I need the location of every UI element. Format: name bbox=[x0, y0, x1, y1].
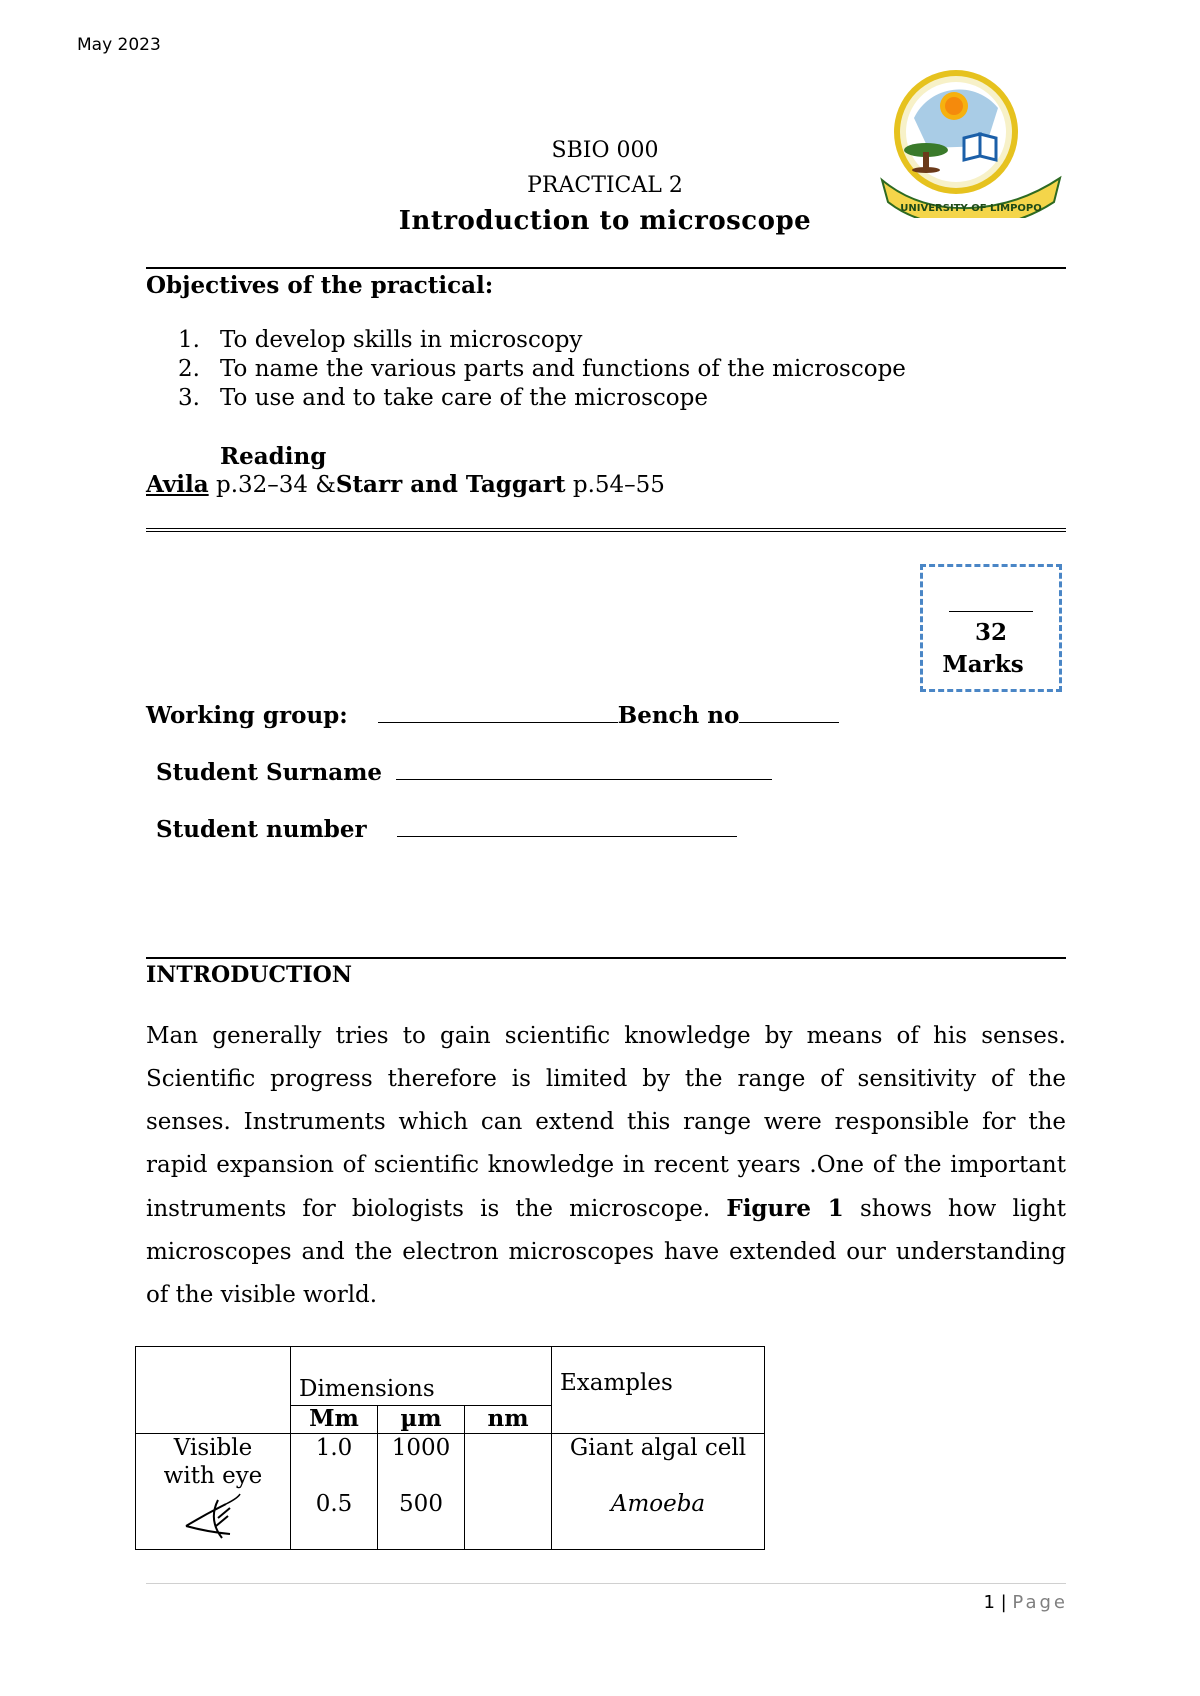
surname-row bbox=[156, 757, 772, 786]
reading-author-2: Starr and Taggart bbox=[335, 471, 566, 498]
dimensions-header: Dimensions bbox=[291, 1347, 552, 1406]
unit-header-nm: nm bbox=[465, 1406, 552, 1434]
working-group-row bbox=[146, 700, 839, 729]
surname-field[interactable] bbox=[396, 757, 772, 780]
marks-label: Marks bbox=[942, 651, 1024, 678]
bench-no-field[interactable] bbox=[739, 700, 839, 723]
logo-ribbon-text: UNIVERSITY OF LIMPOPO bbox=[900, 203, 1042, 214]
surname-label: Student Surname bbox=[156, 759, 383, 786]
student-number-field[interactable] bbox=[397, 814, 737, 837]
header-date: May 2023 bbox=[77, 35, 161, 55]
divider bbox=[146, 267, 1066, 269]
working-group-label: Working group: bbox=[146, 702, 348, 729]
reading-heading: Reading bbox=[220, 443, 327, 470]
mm-values: 1.0 0.5 bbox=[291, 1434, 378, 1550]
list-item: 1. To develop skills in microscopy bbox=[178, 327, 583, 353]
dimensions-table bbox=[135, 1346, 765, 1550]
reading-references: Avila p.32–34 &Starr and Taggart p.54–55 bbox=[146, 471, 665, 498]
example-giant-algal-cell: Giant algal cell bbox=[569, 1435, 747, 1461]
examples-header: Examples bbox=[552, 1347, 765, 1434]
divider-double bbox=[146, 528, 1066, 532]
bench-no-label: Bench no bbox=[617, 702, 740, 729]
um-values: 1000 500 bbox=[378, 1434, 465, 1550]
footer-divider bbox=[146, 1583, 1066, 1584]
marks-score-line bbox=[949, 611, 1033, 612]
page-title: Introduction to microscope bbox=[398, 206, 812, 236]
example-amoeba: Amoeba bbox=[610, 1491, 706, 1517]
eye-icon bbox=[178, 1490, 248, 1542]
list-item: 2. To name the various parts and functions of the microscope bbox=[178, 356, 906, 382]
table-row bbox=[136, 1434, 765, 1550]
introduction-heading: INTRODUCTION bbox=[146, 962, 352, 988]
objectives-list bbox=[178, 326, 906, 413]
page-label: Page bbox=[1012, 1592, 1068, 1613]
university-logo bbox=[878, 68, 1064, 218]
divider bbox=[146, 957, 1066, 959]
course-code: SBIO 000 bbox=[551, 138, 659, 163]
reading-author-1: Avila bbox=[146, 471, 209, 498]
marks-total: 32 bbox=[974, 619, 1007, 646]
list-item: 3. To use and to take care of the microscope bbox=[178, 385, 708, 411]
student-number-label: Student number bbox=[156, 816, 367, 843]
book-icon bbox=[964, 134, 996, 160]
page-footer: 1 | Page bbox=[983, 1592, 1068, 1613]
figure-reference: Figure 1 bbox=[726, 1195, 844, 1222]
table-corner-cell bbox=[136, 1347, 291, 1434]
row-label: Visible with eye bbox=[163, 1435, 263, 1489]
examples-values bbox=[552, 1434, 765, 1550]
working-group-field[interactable] bbox=[378, 700, 618, 723]
objectives-heading: Objectives of the practical: bbox=[146, 272, 494, 299]
row-label-cell bbox=[136, 1434, 291, 1550]
logo-sunburst bbox=[894, 70, 1018, 194]
practical-number: PRACTICAL 2 bbox=[527, 173, 683, 198]
student-number-row bbox=[156, 814, 737, 843]
unit-header-mm: Mm bbox=[291, 1406, 378, 1434]
introduction-paragraph: Man generally tries to gain scientific knowledge by means of his senses. Scientific progress therefore is limited by the range of sensitivity of the senses. Instruments which can extend this range were responsible for the rapid expansion of scientific knowledge in recent years .One of the important instruments for biologists is the microscope. Figure 1 shows how light microscopes and the electron microscopes have extended our understanding of the visible world. bbox=[146, 1023, 1066, 1308]
page-number: 1 bbox=[983, 1592, 995, 1613]
marks-box bbox=[920, 564, 1062, 692]
unit-header-um: µm bbox=[378, 1406, 465, 1434]
nm-values bbox=[465, 1434, 552, 1550]
